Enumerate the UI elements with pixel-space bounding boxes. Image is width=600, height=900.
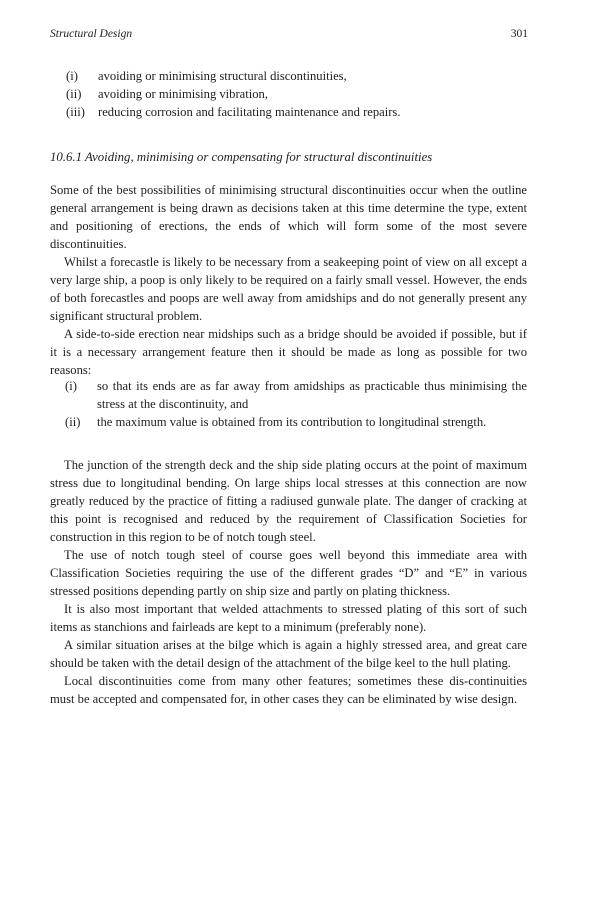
list-item-text: the maximum value is obtained from its contribution to longitudinal strength.: [97, 415, 487, 429]
list-item: [50, 67, 527, 85]
list-marker: (iii): [66, 105, 85, 119]
list-item: [50, 85, 527, 103]
list-item-text: avoiding or minimising vibration,: [98, 87, 269, 101]
reasons-list: [50, 377, 527, 431]
list-marker: (i): [65, 379, 77, 393]
intro-list-block: [50, 67, 527, 121]
paragraph: Whilst a forecastle is likely to be necessary from a seakeeping point of view on all except a very large ship, a poop is only likely to be required on a fairly small vessel. However, the ends of both forecastles and poops are well away from amidships and do not generally present any significant structural problem.: [50, 255, 527, 323]
page-number: 301: [510, 28, 528, 40]
paragraph: Local discontinuities come from many other features; sometimes these dis-continuities must be accepted and compensated for, in other cases they can be eliminated by wise design.: [50, 674, 527, 706]
section-body-continued: [50, 456, 527, 708]
section-body: [50, 181, 527, 379]
paragraph: A similar situation arises at the bilge which is again a highly stressed area, and great care should be taken with the detail design of the attachment of the bilge keel to the hull plating.: [50, 638, 527, 670]
list-item: [50, 377, 527, 413]
list-item-text: avoiding or minimising structural discontinuities,: [98, 69, 347, 83]
list-marker: (ii): [65, 415, 81, 429]
list-marker: (i): [66, 69, 78, 83]
paragraph: It is also most important that welded attachments to stressed plating of this sort of such items as stanchions and fairleads are kept to a minimum (preferably none).: [50, 602, 527, 634]
paragraph: A side-to-side erection near midships such as a bridge should be avoided if possible, but if it is a necessary arrangement feature then it should be made as long as possible for two reasons:: [50, 327, 527, 377]
paragraph: The use of notch tough steel of course goes well beyond this immediate area with Classification Societies requiring the use of the different grades “D” and “E” in various stressed positions depending partly on ship size and partly on plating thickness.: [50, 548, 527, 598]
intro-list: [50, 67, 527, 121]
list-item: [50, 103, 527, 121]
list-item: [50, 413, 527, 431]
paragraph: Some of the best possibilities of minimising structural discontinuities occur when the outline general arrangement is being drawn as decisions taken at this time determine the type, extent and positioning of erections, the ends of which will form some of the most severe discontinuities.: [50, 183, 527, 251]
paragraph: The junction of the strength deck and the ship side plating occurs at the point of maximum stress due to longitudinal bending. On large ships local stresses at this connection are now greatly reduced by the practice of fitting a radiused gunwale plate. The danger of cracking at this point is recognised and reduced by the requirement of Classification Societies for construction in this region to be of notch tough steel.: [50, 458, 527, 544]
list-item-text: reducing corrosion and facilitating maintenance and repairs.: [98, 105, 401, 119]
list-marker: (ii): [66, 87, 82, 101]
running-head-title: Structural Design: [50, 28, 133, 40]
list-item-text: so that its ends are as far away from amidships as practicable thus minimising the stress at the discontinuity, and: [97, 379, 527, 411]
section-heading: 10.6.1 Avoiding, minimising or compensating for structural discontinuities: [50, 150, 433, 164]
reasons-list-block: [50, 377, 527, 431]
